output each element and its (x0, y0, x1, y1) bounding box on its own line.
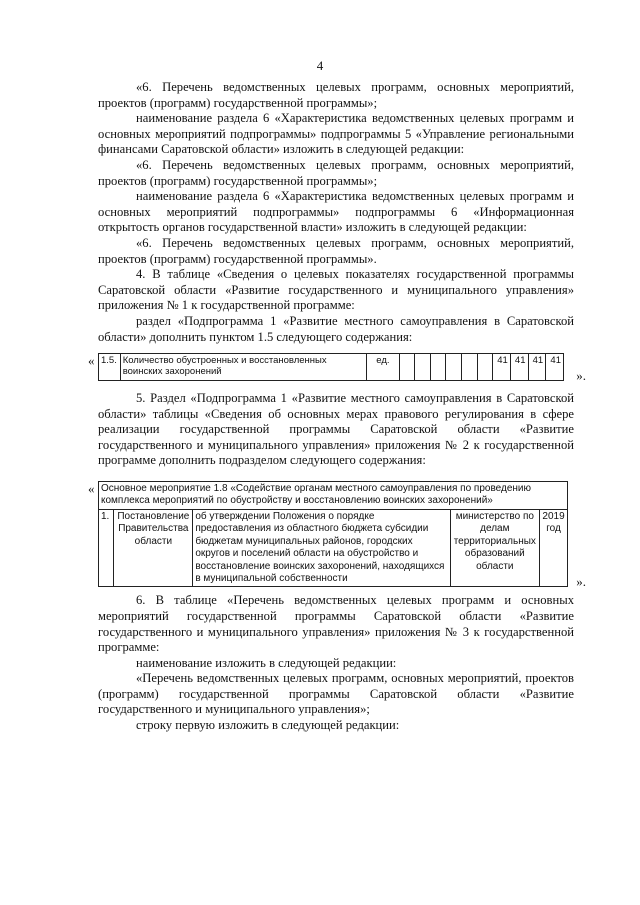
row-number: 1. (99, 509, 114, 586)
empty-cell (446, 354, 462, 381)
empty-cell (399, 354, 415, 381)
value-cell: 41 (528, 354, 546, 381)
indicator-name: Количество обустроенных и восстановленных воинских захоронений (120, 354, 367, 381)
act-subject-cell: об утверждении Положения о порядке предоставления из областного бюджета субсидии бюджетам муниципальных районов, городских округов и поселений области на обустройство и восстановление воинских захоронений, находящихся в муниципальной собственности (193, 509, 450, 586)
paragraph: «6. Перечень ведомственных целевых программ, основных мероприятий, проектов (программ) государственной программы». (98, 235, 574, 266)
paragraph: наименование раздела 6 «Характеристика ведомственных целевых программ и основных мероприятий подпрограммы» подпрограммы 6 «Информационная открытость органов государственной власти» изложить в следующей редакции: (98, 189, 574, 235)
close-quote: ». (576, 573, 586, 589)
paragraph: 6. В таблице «Перечень ведомственных целевых программ и основных мероприятий государственной программы Саратовской области «Развитие государственного и муниципального управления» приложения № 3 к государственной программе: (98, 593, 574, 655)
value-cell: 41 (493, 354, 511, 381)
indicator-table-block (88, 353, 586, 383)
paragraph: строку первую изложить в следующей редакции: (136, 718, 400, 733)
table-row (99, 354, 564, 381)
measures-table-block (88, 481, 586, 589)
paragraph: «6. Перечень ведомственных целевых программ, основных мероприятий, проектов (программ) государственной программы»; (98, 80, 574, 110)
open-quote: « (88, 481, 95, 497)
measures-table (98, 481, 568, 587)
table-header: Основное мероприятие 1.8 «Содействие органам местного самоуправления по проведению комплекса мероприятий по обустройству и восстановлению воинских захоронений» (99, 482, 568, 510)
indicator-table (98, 353, 564, 381)
paragraph: 4. В таблице «Сведения о целевых показателях государственной программы Саратовской области «Развитие государственного и муниципального управления» приложения № 1 к государственной программе: (98, 267, 574, 313)
paragraph: наименование изложить в следующей редакции: (136, 655, 397, 670)
value-cell: 41 (510, 354, 528, 381)
paragraph: 5. Раздел «Подпрограмма 1 «Развитие местного самоуправления в Саратовской области» таблицы «Сведения об основных мерах правового регулирования в сфере реализации государственной программы Саратовской области «Развитие государственного и муниципального управления» приложения № 2 к государственной программе дополнить подразделом следующего содержания: (98, 391, 574, 468)
row-number: 1.5. (99, 354, 121, 381)
act-type-cell: Постановление Правительства области (114, 509, 193, 586)
value-cell: 41 (546, 354, 564, 381)
paragraph: «6. Перечень ведомственных целевых программ, основных мероприятий, проектов (программ) государственной программы»; (98, 157, 574, 188)
empty-cell (430, 354, 446, 381)
close-quote: ». (576, 367, 586, 383)
page-number: 4 (316, 58, 324, 73)
empty-cell (461, 354, 477, 381)
table-row (99, 509, 568, 586)
open-quote: « (88, 353, 95, 369)
paragraph: раздел «Подпрограмма 1 «Развитие местного самоуправления в Саратовской области» дополнить пунктом 1.5 следующего содержания: (98, 313, 574, 344)
empty-cell (415, 354, 431, 381)
paragraph: «Перечень ведомственных целевых программ, основных мероприятий, проектов (программ) государственной программы Саратовской области «Развитие государственного и муниципального управления»; (98, 671, 574, 717)
empty-cell (477, 354, 493, 381)
executor-cell: министерство по делам территориальных образований области (450, 509, 539, 586)
unit-cell: ед. (367, 354, 399, 381)
paragraph: наименование раздела 6 «Характеристика ведомственных целевых программ и основных мероприятий подпрограммы» подпрограммы 5 «Управление региональными финансами Саратовской области» изложить в следующей редакции: (98, 111, 574, 157)
table-header-row (99, 482, 568, 510)
year-cell: 2019 год (540, 509, 568, 586)
document-body (88, 80, 586, 734)
